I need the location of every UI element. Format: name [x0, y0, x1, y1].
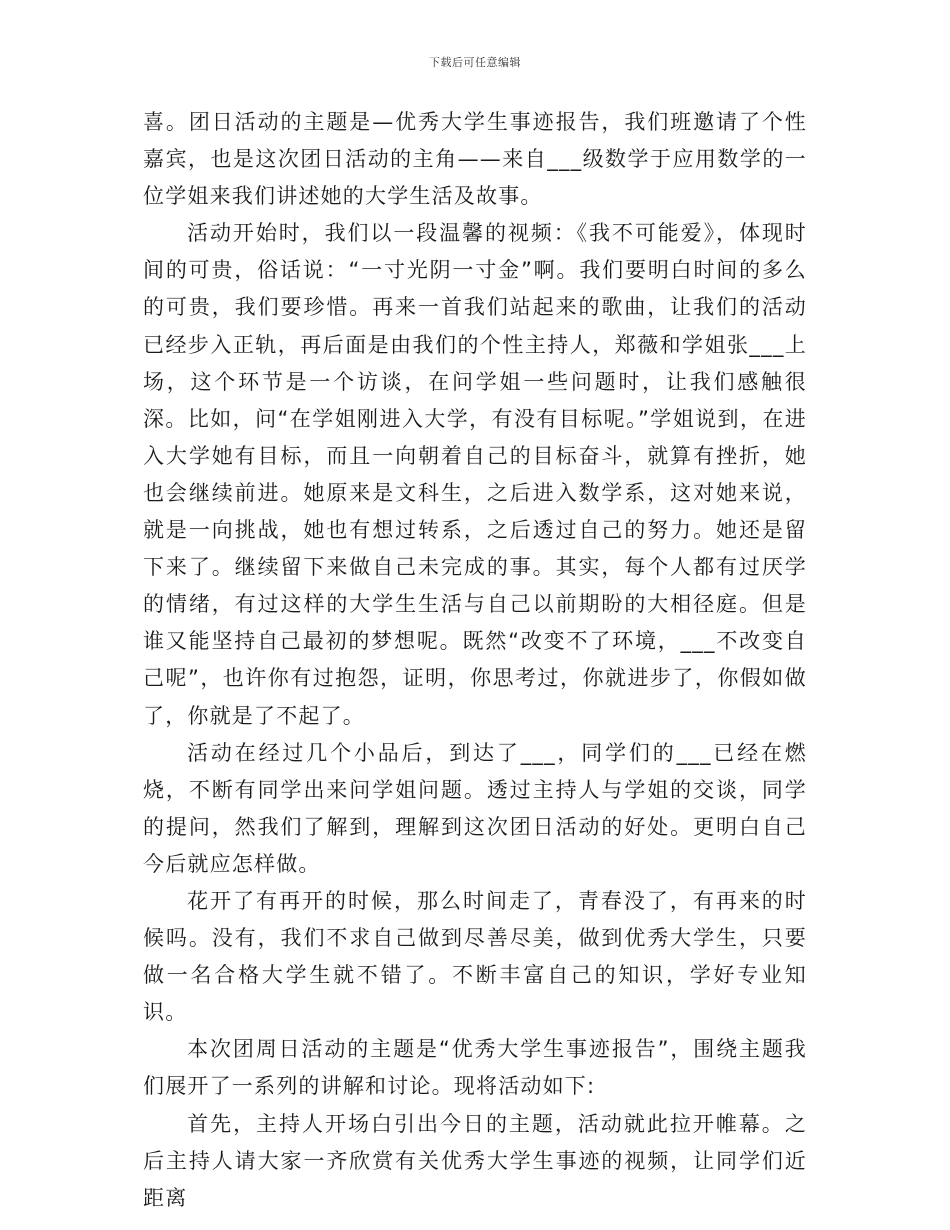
- paragraph-5: 本次团周日活动的主题是“优秀大学生事迹报告”，围绕主题我们展开了一系列的讲解和讨论。现将活动如下:: [143, 1037, 807, 1099]
- paragraph-4: 花开了有再开的时候，那么时间走了，青春没了，有再来的时候吗。没有，我们不求自己做到尽善尽美，做到优秀大学生，只要做一名合格大学生就不错了。不断丰富自己的知识，学好专业知识。: [143, 888, 807, 1025]
- paragraph-6: 首先，主持人开场白引出今日的主题，活动就此拉开帷幕。之后主持人请大家一齐欣赏有关优秀大学生事迹的视频，让同学们近距离: [143, 1111, 807, 1210]
- document-body: [143, 104, 807, 1217]
- paragraph-1: 喜。团日活动的主题是—优秀大学生事迹报告，我们班邀请了个性嘉宾，也是这次团日活动的主角——来自___级数学于应用数学的一位学姐来我们讲述她的大学生活及故事。: [143, 110, 807, 209]
- paragraph-2: 活动开始时，我们以一段温馨的视频：《我不可能爱》，体现时间的可贵，俗话说：“一寸光阴一寸金”啊。我们要明白时间的多么的可贵，我们要珍惜。再来一首我们站起来的歌曲，让我们的活动已经步入正轨，再后面是由我们的个性主持人，郑薇和学姐张___上场，这个环节是一个访谈，在问学姐一些问题时，让我们感触很深。比如，问“在学姐刚进入大学，有没有目标呢。”学姐说到，在进入大学她有目标，而且一向朝着自己的目标奋斗，就算有挫折，她也会继续前进。她原来是文科生，之后进入数学系，这对她来说，就是一向挑战，她也有想过转系，之后透过自己的努力。她还是留下来了。继续留下来做自己未完成的事。其实，每个人都有过厌学的情绪，有过这样的大学生生活与自己以前期盼的大相径庭。但是谁又能坚持自己最初的梦想呢。既然“改变不了环境，___不改变自己呢”，也许你有过抱怨，证明，你思考过，你就进步了，你假如做了，你就是了不起了。: [143, 221, 807, 728]
- paragraph-3: 活动在经过几个小品后，到达了___，同学们的___已经在燃烧，不断有同学出来问学姐问题。透过主持人与学姐的交谈，同学的提问，然我们了解到，理解到这次团日活动的好处。更明白自己今后就应怎样做。: [143, 740, 807, 876]
- page-header: 下载后可任意编辑: [429, 56, 521, 69]
